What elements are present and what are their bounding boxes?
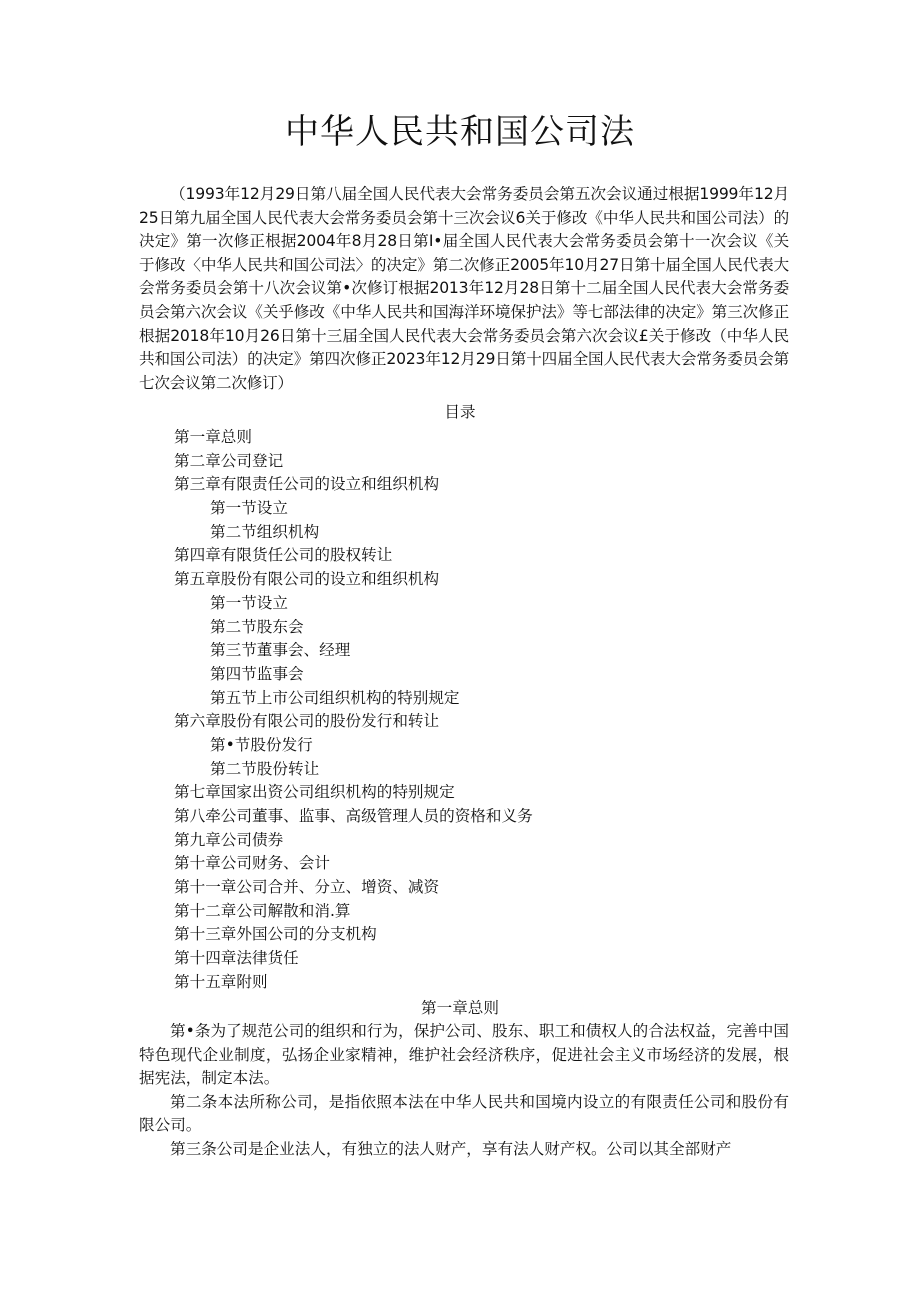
toc-chapter-item: 第十二章公司解散和消.算 xyxy=(174,901,351,920)
toc-chapter-item: 第十章公司财务、会计 xyxy=(174,854,330,873)
toc-chapter-item: 第十四章法律货任 xyxy=(174,949,299,968)
toc-section-item: 第二节股份转让 xyxy=(210,759,320,778)
toc-chapter-item: 第十一章公司合并、分立、增资、减资 xyxy=(174,878,440,897)
toc-section-item: 第五节上市公司组织机构的特别规定 xyxy=(210,688,460,707)
toc-section-item: 第二节组织机构 xyxy=(210,522,320,541)
toc-section-item: 第四节监事会 xyxy=(210,664,304,683)
chapter-body xyxy=(139,1020,789,1162)
toc-section-item: 第二节股东会 xyxy=(210,617,304,636)
toc-chapter-item: 第九章公司债券 xyxy=(174,830,284,849)
toc-chapter-item: 第七章国家出资公司组织机构的特别规定 xyxy=(174,783,455,802)
table-of-contents xyxy=(0,426,920,995)
toc-heading: 目录 xyxy=(444,403,476,421)
toc-chapter-item: 第四章有限货任公司的股权转让 xyxy=(174,546,393,565)
toc-chapter-item: 第二章公司登记 xyxy=(174,451,284,470)
toc-section-item: 第一节设立 xyxy=(210,593,288,612)
article-2: 第二条本法所称公司，是指依照本法在中华人民共和国境内设立的有限责任公司和股份有限公司。 xyxy=(139,1092,789,1135)
toc-section-item: 第三节董事会、经理 xyxy=(210,641,351,660)
toc-chapter-item: 第一章总则 xyxy=(174,428,252,446)
toc-chapter-item: 第八牵公司董事、监事、高级管理人员的资格和义务 xyxy=(174,807,533,825)
toc-chapter-item: 第三章有限责任公司的设立和组织机构 xyxy=(174,475,440,494)
article-1: 第•条为了规范公司的组织和行为，保护公司、股东、职工和债权人的合法权益，完善中国特色现代企业制度，弘扬企业家精神，维护社会经济秩序，促进社会主义市场经济的发展，根据宪法，制定本法。 xyxy=(139,1022,789,1088)
toc-chapter-item: 第六章股份有限公司的股份发行和转让 xyxy=(174,712,440,731)
chapter-heading: 第一章总则 xyxy=(421,999,499,1017)
toc-chapter-item: 第五章股份有限公司的设立和组织机构 xyxy=(174,570,440,589)
revision-history-preamble: （1993年12月29日第八届全国人民代表大会常务委员会第五次会议通过根据1999年12月25日第九届全国人民代表大会常务委员会第十三次会议6关于修改《中华人民共和国公司法）的决定》第一次修正根据2004年8月28日第I•届全国人民代表大会常务委员会第十一次会议《关于修改〈中华人民共和国公司法〉的决定》第二次修正2005年10月27日第十届全国人民代表大会常务委员会第十八次会议第•次修订根据2013年12月28日第十二届全国人民代表大会常务委员会第六次会议《关乎修改《中华人民共和国海洋环境保护法》等七部法律的决定》第三次修正根据2018年10月26日第十三届全国人民代表大会常务委员会第六次会议£关于修改（中华人民共和国公司法）的决定》第四次修正2023年12月29日第十四届全国人民代表大会常务委员会第七次会议第二次修订） xyxy=(139,185,789,392)
article-3: 第三条公司是企业法人，有独立的法人财产，享有法人财产权。公司以其全部财产 xyxy=(170,1139,732,1158)
toc-section-item: 第一节设立 xyxy=(210,499,288,518)
toc-chapter-item: 第十三章外国公司的分支机构 xyxy=(174,925,377,944)
toc-chapter-item: 第十五章附则 xyxy=(174,972,268,991)
document-title: 中华人民共和国公司法 xyxy=(285,112,635,152)
toc-section-item: 第•节股份发行 xyxy=(210,735,313,754)
